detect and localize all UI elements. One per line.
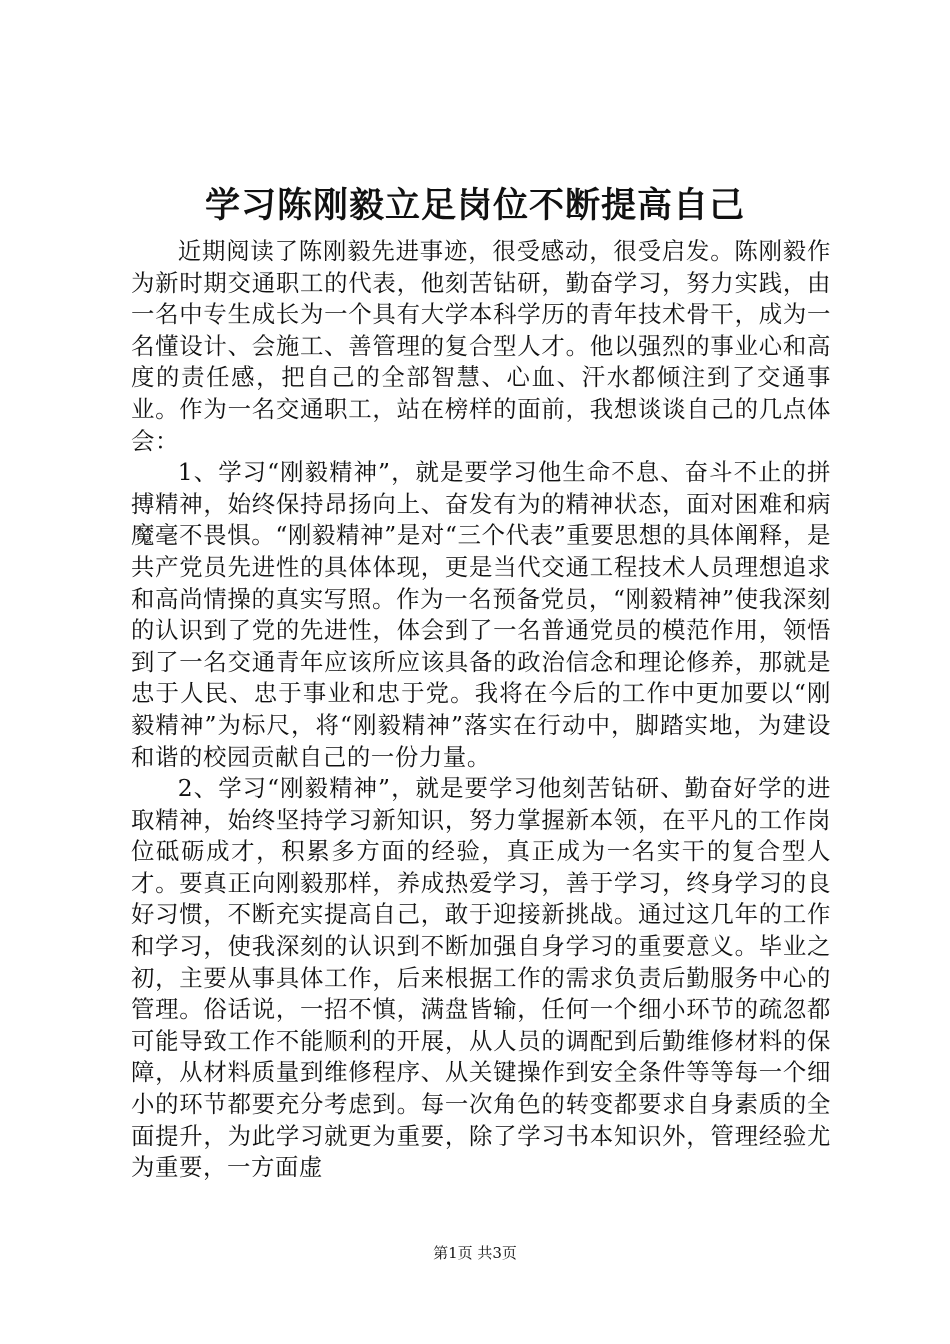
document-body	[131, 236, 831, 1184]
page-footer: 第1页 共3页	[433, 1244, 517, 1262]
paragraph-point-1: 1、学习“刚毅精神”，就是要学习他生命不息、奋斗不止的拼搏精神，始终保持昂扬向上、奋发有为的精神状态，面对困难和病魔毫不畏惧。“刚毅精神”是对“三个代表”重要思想的具体阐释，是共产党员先进性的具体体现，更是当代交通工程技术人员理想追求和高尚情操的真实写照。作为一名预备党员，“刚毅精神”使我深刻的认识到了党的先进性，体会到了一名普通党员的模范作用，领悟到了一名交通青年应该所应该具备的政治信念和理论修养，那就是忠于人民、忠于事业和忠于党。我将在今后的工作中更加要以“刚毅精神”为标尺，将“刚毅精神”落实在行动中，脚踏实地，为建设和谐的校园贡献自己的一份力量。	[131, 458, 831, 771]
paragraph-intro: 近期阅读了陈刚毅先进事迹，很受感动，很受启发。陈刚毅作为新时期交通职工的代表，他刻苦钻研，勤奋学习，努力实践，由一名中专生成长为一个具有大学本科学历的青年技术骨干，成为一名懂设计、会施工、善管理的复合型人才。他以强烈的事业心和高度的责任感，把自己的全部智慧、心血、汗水都倾注到了交通事业。作为一名交通职工，站在榜样的面前，我想谈谈自己的几点体会：	[131, 237, 831, 455]
paragraph-point-2: 2、学习“刚毅精神”，就是要学习他刻苦钻研、勤奋好学的进取精神，始终坚持学习新知识，努力掌握新本领，在平凡的工作岗位砥砺成才，积累多方面的经验，真正成为一名实干的复合型人才。要真正向刚毅那样，养成热爱学习，善于学习，终身学习的良好习惯，不断充实提高自己，敢于迎接新挑战。通过这几年的工作和学习，使我深刻的认识到不断加强自身学习的重要意义。毕业之初，主要从事具体工作，后来根据工作的需求负责后勤服务中心的管理。俗话说，一招不慎，满盘皆输，任何一个细小环节的疏忽都可能导致工作不能顺利的开展，从人员的调配到后勤维修材料的保障，从材料质量到维修程序、从关键操作到安全条件等等每一个细小的环节都要充分考虑到。每一次角色的转变都要求自身素质的全面提升，为此学习就更为重要，除了学习书本知识外，管理经验尤为重要，一方面虚	[131, 774, 831, 1182]
document-title: 学习陈刚毅立足岗位不断提高自己	[204, 185, 745, 226]
